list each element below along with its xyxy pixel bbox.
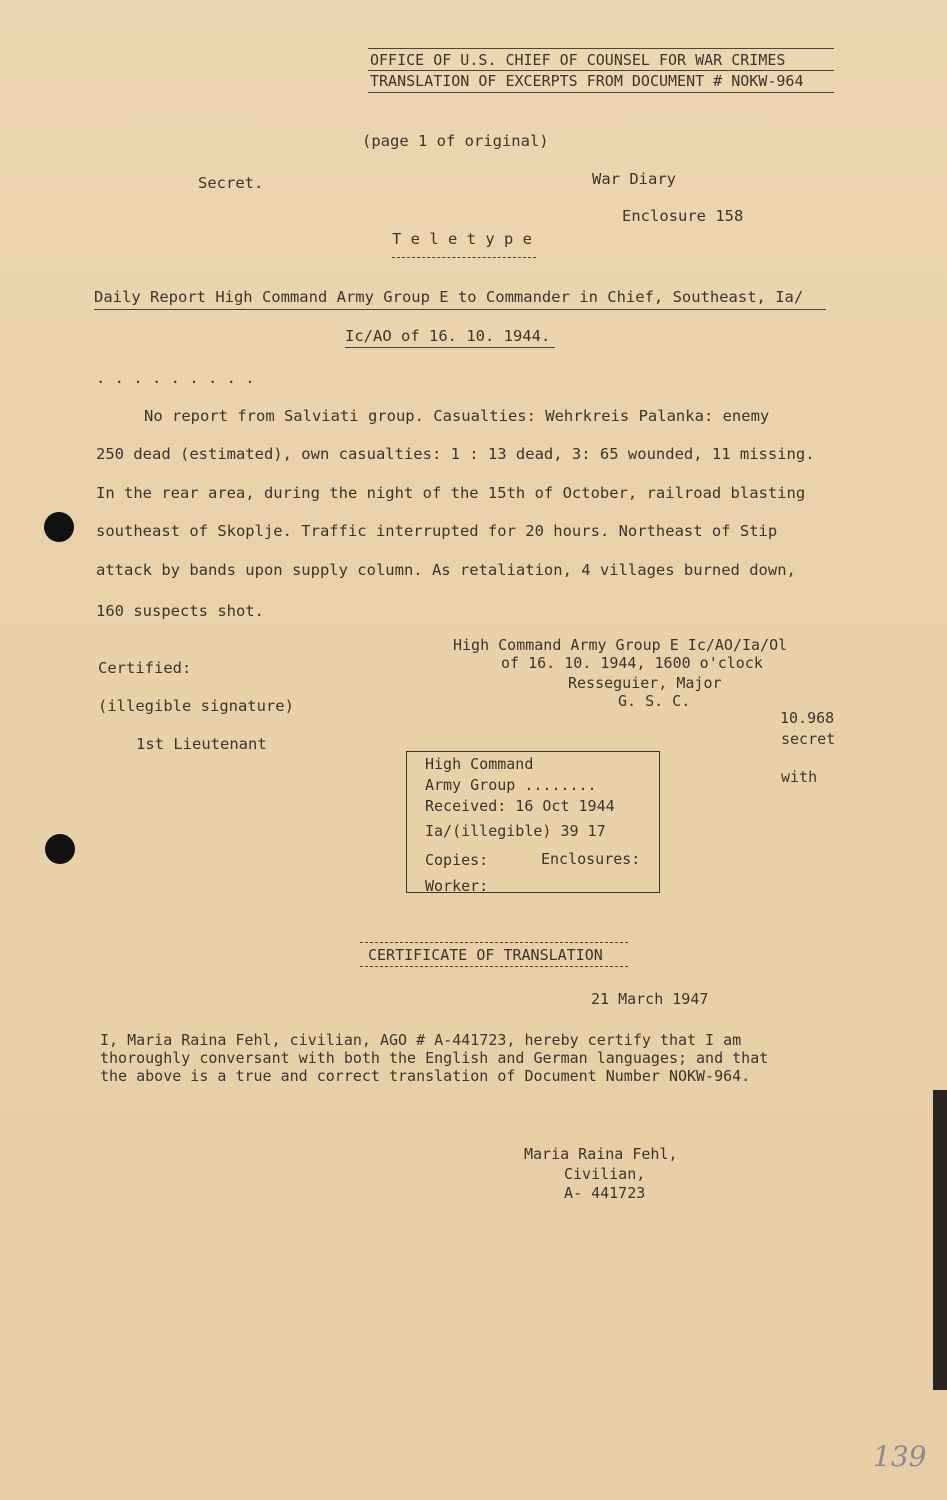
header-office-line: OFFICE OF U.S. CHIEF OF COUNSEL FOR WAR CRIMES (370, 51, 786, 69)
certificate-top-rule (360, 942, 628, 944)
punch-hole-top (44, 512, 74, 542)
page-edge-shadow (933, 1090, 947, 1390)
header-bottom-rule (368, 92, 834, 93)
sender-line4: G. S. C. (618, 692, 691, 710)
body-line: 250 dead (estimated), own casualties: 1 : 13 dead, 3: 65 wounded, 11 missing. (96, 445, 815, 463)
report-title-underline1 (94, 309, 826, 310)
war-diary-label: War Diary (592, 170, 676, 188)
certified-label: Certified: (98, 659, 192, 677)
teletype-heading: T e l e t y p e (392, 230, 532, 248)
punch-hole-bottom (45, 834, 75, 864)
stamp-line2: Army Group ........ (425, 776, 597, 794)
stamp-line1: High Command (425, 755, 534, 773)
certified-rank: 1st Lieutenant (136, 735, 267, 753)
translator-role: Civilian, (564, 1165, 646, 1183)
teletype-underline (392, 257, 536, 259)
received-stamp (406, 751, 660, 893)
certificate-line: I, Maria Raina Fehl, civilian, AGO # A-441723, hereby certify that I am (100, 1031, 742, 1049)
stamp-copies: Copies: (425, 851, 489, 869)
header-mid-rule (368, 70, 834, 71)
header-translation-line: TRANSLATION OF EXCERPTS FROM DOCUMENT # NOKW-964 (370, 72, 804, 90)
stamp-worker: Worker: (425, 877, 489, 895)
margin-with: with (781, 768, 818, 786)
sender-line1: High Command Army Group E Ic/AO/Ia/Ol (453, 636, 788, 654)
translator-name: Maria Raina Fehl, (524, 1145, 678, 1163)
body-line: attack by bands upon supply column. As retaliation, 4 villages burned down, (96, 561, 796, 579)
certificate-statement (100, 1030, 768, 1086)
classification: Secret. (198, 174, 264, 192)
page-note: (page 1 of original) (362, 132, 549, 150)
body-line: 160 suspects shot. (96, 602, 264, 620)
enclosure-label: Enclosure 158 (622, 207, 744, 225)
translator-id: A- 441723 (564, 1184, 646, 1202)
certificate-date: 21 March 1947 (591, 990, 709, 1008)
certificate-line: thoroughly conversant with both the English and German languages; and that (100, 1049, 769, 1067)
certificate-line: the above is a true and correct translation of Document Number NOKW-964. (100, 1067, 751, 1085)
stamp-enclosures: Enclosures: (541, 850, 641, 868)
page-number: 139 (873, 1440, 927, 1473)
report-title-line2: Ic/AO of 16. 10. 1944. (345, 327, 551, 345)
sender-line2: of 16. 10. 1944, 1600 o'clock (501, 654, 763, 672)
ellipsis: . . . . . . . . . (96, 369, 255, 387)
body-line: southeast of Skoplje. Traffic interrupted for 20 hours. Northeast of Stip (96, 522, 778, 540)
stamp-ia: Ia/(illegible) 39 17 (425, 822, 606, 840)
header-top-rule (368, 48, 834, 49)
certificate-underline (360, 966, 628, 968)
report-title-line1: Daily Report High Command Army Group E to Commander in Chief, Southeast, Ia/ (94, 288, 804, 306)
margin-number: 10.968 (780, 709, 835, 727)
sender-line3: Resseguier, Major (568, 674, 722, 692)
certificate-title: CERTIFICATE OF TRANSLATION (368, 946, 603, 964)
margin-secret: secret (781, 730, 836, 748)
report-title-underline2 (345, 347, 555, 348)
body-line: No report from Salviati group. Casualties: Wehrkreis Palanka: enemy (144, 407, 770, 425)
body-line: In the rear area, during the night of the 15th of October, railroad blasting (96, 484, 806, 502)
stamp-received: Received: 16 Oct 1944 (425, 797, 615, 815)
certified-signature: (illegible signature) (98, 697, 294, 715)
